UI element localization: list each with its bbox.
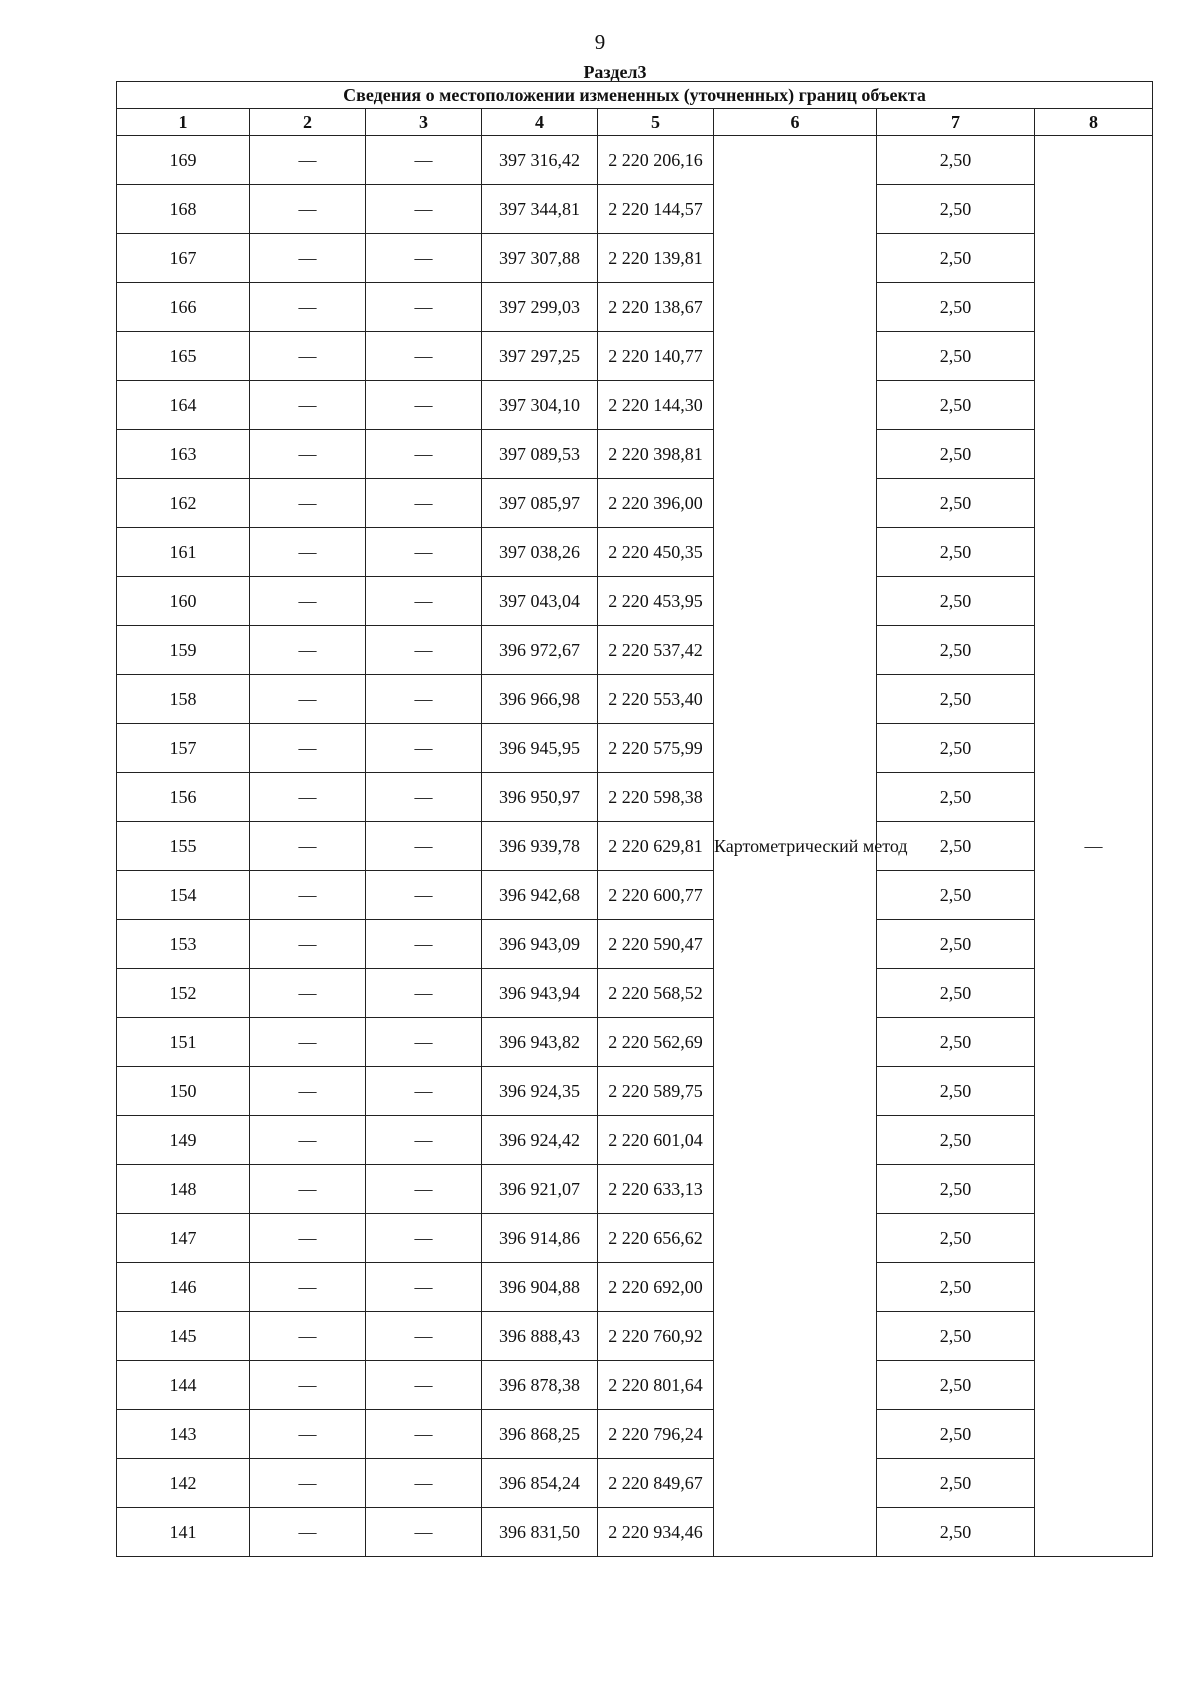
y-coordinate-cell: 2 220 139,81 xyxy=(598,234,714,283)
accuracy-cell: 2,50 xyxy=(877,675,1035,724)
column-3-cell: — xyxy=(366,234,482,283)
y-coordinate-cell: 2 220 600,77 xyxy=(598,871,714,920)
point-number-cell: 151 xyxy=(117,1018,250,1067)
y-coordinate-cell: 2 220 629,81 xyxy=(598,822,714,871)
point-number-cell: 160 xyxy=(117,577,250,626)
accuracy-cell: 2,50 xyxy=(877,136,1035,185)
table-row xyxy=(117,969,1153,1018)
x-coordinate-cell: 396 924,35 xyxy=(482,1067,598,1116)
accuracy-cell: 2,50 xyxy=(877,1018,1035,1067)
table-row xyxy=(117,234,1153,283)
column-2-cell: — xyxy=(250,626,366,675)
point-number-cell: 158 xyxy=(117,675,250,724)
x-coordinate-cell: 396 943,82 xyxy=(482,1018,598,1067)
point-number-cell: 145 xyxy=(117,1312,250,1361)
y-coordinate-cell: 2 220 601,04 xyxy=(598,1116,714,1165)
y-coordinate-cell: 2 220 144,30 xyxy=(598,381,714,430)
y-coordinate-cell: 2 220 553,40 xyxy=(598,675,714,724)
accuracy-cell: 2,50 xyxy=(877,773,1035,822)
y-coordinate-cell: 2 220 144,57 xyxy=(598,185,714,234)
table-row xyxy=(117,724,1153,773)
x-coordinate-cell: 396 831,50 xyxy=(482,1508,598,1557)
column-3-cell: — xyxy=(366,969,482,1018)
y-coordinate-cell: 2 220 934,46 xyxy=(598,1508,714,1557)
table-row xyxy=(117,871,1153,920)
point-number-cell: 168 xyxy=(117,185,250,234)
y-coordinate-cell: 2 220 633,13 xyxy=(598,1165,714,1214)
x-coordinate-cell: 396 943,09 xyxy=(482,920,598,969)
accuracy-cell: 2,50 xyxy=(877,1508,1035,1557)
column-3-cell: — xyxy=(366,1018,482,1067)
column-8-cell: — xyxy=(1035,136,1153,1557)
column-2-cell: — xyxy=(250,822,366,871)
column-3-cell: — xyxy=(366,724,482,773)
table-row xyxy=(117,185,1153,234)
table-row xyxy=(117,920,1153,969)
table-row xyxy=(117,1508,1153,1557)
x-coordinate-cell: 396 888,43 xyxy=(482,1312,598,1361)
section-title: Раздел3 xyxy=(583,62,647,82)
column-2-cell: — xyxy=(250,332,366,381)
page-number: 9 xyxy=(594,30,606,54)
table-row xyxy=(117,1214,1153,1263)
x-coordinate-cell: 396 943,94 xyxy=(482,969,598,1018)
x-coordinate-cell: 397 307,88 xyxy=(482,234,598,283)
table-row xyxy=(117,1410,1153,1459)
y-coordinate-cell: 2 220 138,67 xyxy=(598,283,714,332)
point-number-cell: 150 xyxy=(117,1067,250,1116)
accuracy-cell: 2,50 xyxy=(877,430,1035,479)
column-2-cell: — xyxy=(250,675,366,724)
column-3-cell: — xyxy=(366,332,482,381)
x-coordinate-cell: 396 904,88 xyxy=(482,1263,598,1312)
column-3-cell: — xyxy=(366,675,482,724)
accuracy-cell: 2,50 xyxy=(877,1214,1035,1263)
x-coordinate-cell: 396 972,67 xyxy=(482,626,598,675)
table-row xyxy=(117,822,1153,871)
x-coordinate-cell: 396 914,86 xyxy=(482,1214,598,1263)
x-coordinate-cell: 397 304,10 xyxy=(482,381,598,430)
table-row xyxy=(117,479,1153,528)
column-number: 2 xyxy=(250,109,366,136)
column-2-cell: — xyxy=(250,1459,366,1508)
column-3-cell: — xyxy=(366,626,482,675)
column-number: 8 xyxy=(1035,109,1153,136)
column-3-cell: — xyxy=(366,1116,482,1165)
point-number-cell: 163 xyxy=(117,430,250,479)
column-3-cell: — xyxy=(366,1263,482,1312)
accuracy-cell: 2,50 xyxy=(877,528,1035,577)
accuracy-cell: 2,50 xyxy=(877,626,1035,675)
y-coordinate-cell: 2 220 396,00 xyxy=(598,479,714,528)
x-coordinate-cell: 396 942,68 xyxy=(482,871,598,920)
y-coordinate-cell: 2 220 796,24 xyxy=(598,1410,714,1459)
y-coordinate-cell: 2 220 562,69 xyxy=(598,1018,714,1067)
x-coordinate-cell: 396 945,95 xyxy=(482,724,598,773)
column-3-cell: — xyxy=(366,773,482,822)
column-2-cell: — xyxy=(250,1263,366,1312)
column-3-cell: — xyxy=(366,1067,482,1116)
column-number: 1 xyxy=(117,109,250,136)
x-coordinate-cell: 396 966,98 xyxy=(482,675,598,724)
column-number-row xyxy=(117,109,1153,136)
x-coordinate-cell: 397 344,81 xyxy=(482,185,598,234)
column-2-cell: — xyxy=(250,1508,366,1557)
column-3-cell: — xyxy=(366,577,482,626)
column-3-cell: — xyxy=(366,1410,482,1459)
accuracy-cell: 2,50 xyxy=(877,577,1035,626)
accuracy-cell: 2,50 xyxy=(877,332,1035,381)
column-3-cell: — xyxy=(366,283,482,332)
y-coordinate-cell: 2 220 140,77 xyxy=(598,332,714,381)
accuracy-cell: 2,50 xyxy=(877,185,1035,234)
point-number-cell: 143 xyxy=(117,1410,250,1459)
accuracy-cell: 2,50 xyxy=(877,871,1035,920)
column-2-cell: — xyxy=(250,1410,366,1459)
point-number-cell: 155 xyxy=(117,822,250,871)
column-2-cell: — xyxy=(250,1165,366,1214)
x-coordinate-cell: 397 316,42 xyxy=(482,136,598,185)
point-number-cell: 164 xyxy=(117,381,250,430)
table-row xyxy=(117,626,1153,675)
accuracy-cell: 2,50 xyxy=(877,724,1035,773)
table-row xyxy=(117,283,1153,332)
accuracy-cell: 2,50 xyxy=(877,479,1035,528)
column-number: 7 xyxy=(877,109,1035,136)
column-number: 4 xyxy=(482,109,598,136)
x-coordinate-cell: 396 921,07 xyxy=(482,1165,598,1214)
column-3-cell: — xyxy=(366,1165,482,1214)
y-coordinate-cell: 2 220 590,47 xyxy=(598,920,714,969)
x-coordinate-cell: 396 854,24 xyxy=(482,1459,598,1508)
column-number: 6 xyxy=(714,109,877,136)
column-3-cell: — xyxy=(366,479,482,528)
column-2-cell: — xyxy=(250,430,366,479)
accuracy-cell: 2,50 xyxy=(877,1165,1035,1214)
table-row xyxy=(117,1459,1153,1508)
table-row xyxy=(117,136,1153,185)
point-number-cell: 144 xyxy=(117,1361,250,1410)
table-row xyxy=(117,577,1153,626)
column-3-cell: — xyxy=(366,136,482,185)
table-row xyxy=(117,773,1153,822)
column-3-cell: — xyxy=(366,1214,482,1263)
point-number-cell: 142 xyxy=(117,1459,250,1508)
accuracy-cell: 2,50 xyxy=(877,1361,1035,1410)
point-number-cell: 162 xyxy=(117,479,250,528)
x-coordinate-cell: 396 924,42 xyxy=(482,1116,598,1165)
table-row xyxy=(117,675,1153,724)
table-row xyxy=(117,1165,1153,1214)
column-2-cell: — xyxy=(250,528,366,577)
column-3-cell: — xyxy=(366,1459,482,1508)
point-number-cell: 148 xyxy=(117,1165,250,1214)
point-number-cell: 146 xyxy=(117,1263,250,1312)
column-2-cell: — xyxy=(250,577,366,626)
table-row xyxy=(117,1018,1153,1067)
column-3-cell: — xyxy=(366,381,482,430)
table-body xyxy=(117,136,1153,1557)
accuracy-cell: 2,50 xyxy=(877,822,1035,871)
column-2-cell: — xyxy=(250,969,366,1018)
y-coordinate-cell: 2 220 568,52 xyxy=(598,969,714,1018)
column-3-cell: — xyxy=(366,871,482,920)
point-number-cell: 157 xyxy=(117,724,250,773)
column-number: 3 xyxy=(366,109,482,136)
y-coordinate-cell: 2 220 453,95 xyxy=(598,577,714,626)
point-number-cell: 147 xyxy=(117,1214,250,1263)
x-coordinate-cell: 396 950,97 xyxy=(482,773,598,822)
column-3-cell: — xyxy=(366,1361,482,1410)
x-coordinate-cell: 397 297,25 xyxy=(482,332,598,381)
y-coordinate-cell: 2 220 206,16 xyxy=(598,136,714,185)
column-2-cell: — xyxy=(250,1067,366,1116)
x-coordinate-cell: 397 043,04 xyxy=(482,577,598,626)
column-3-cell: — xyxy=(366,1508,482,1557)
column-2-cell: — xyxy=(250,479,366,528)
x-coordinate-cell: 396 878,38 xyxy=(482,1361,598,1410)
point-number-cell: 156 xyxy=(117,773,250,822)
accuracy-cell: 2,50 xyxy=(877,1067,1035,1116)
column-3-cell: — xyxy=(366,920,482,969)
table-row xyxy=(117,1116,1153,1165)
y-coordinate-cell: 2 220 849,67 xyxy=(598,1459,714,1508)
table-row xyxy=(117,1312,1153,1361)
point-number-cell: 165 xyxy=(117,332,250,381)
column-2-cell: — xyxy=(250,1312,366,1361)
table-caption: Сведения о местоположении измененных (уточненных) границ объекта xyxy=(117,82,1153,109)
y-coordinate-cell: 2 220 656,62 xyxy=(598,1214,714,1263)
point-number-cell: 141 xyxy=(117,1508,250,1557)
y-coordinate-cell: 2 220 450,35 xyxy=(598,528,714,577)
y-coordinate-cell: 2 220 801,64 xyxy=(598,1361,714,1410)
column-2-cell: — xyxy=(250,724,366,773)
x-coordinate-cell: 396 939,78 xyxy=(482,822,598,871)
column-2-cell: — xyxy=(250,185,366,234)
column-2-cell: — xyxy=(250,234,366,283)
y-coordinate-cell: 2 220 398,81 xyxy=(598,430,714,479)
point-number-cell: 161 xyxy=(117,528,250,577)
accuracy-cell: 2,50 xyxy=(877,1312,1035,1361)
column-2-cell: — xyxy=(250,136,366,185)
x-coordinate-cell: 397 085,97 xyxy=(482,479,598,528)
y-coordinate-cell: 2 220 537,42 xyxy=(598,626,714,675)
x-coordinate-cell: 397 299,03 xyxy=(482,283,598,332)
accuracy-cell: 2,50 xyxy=(877,381,1035,430)
accuracy-cell: 2,50 xyxy=(877,1116,1035,1165)
y-coordinate-cell: 2 220 598,38 xyxy=(598,773,714,822)
column-3-cell: — xyxy=(366,1312,482,1361)
point-number-cell: 166 xyxy=(117,283,250,332)
x-coordinate-cell: 397 038,26 xyxy=(482,528,598,577)
column-3-cell: — xyxy=(366,822,482,871)
column-number: 5 xyxy=(598,109,714,136)
point-number-cell: 153 xyxy=(117,920,250,969)
y-coordinate-cell: 2 220 692,00 xyxy=(598,1263,714,1312)
table-row xyxy=(117,381,1153,430)
y-coordinate-cell: 2 220 575,99 xyxy=(598,724,714,773)
column-2-cell: — xyxy=(250,1361,366,1410)
table-row xyxy=(117,430,1153,479)
method-cell: Картометрический метод xyxy=(714,136,877,1557)
accuracy-cell: 2,50 xyxy=(877,920,1035,969)
table-row xyxy=(117,528,1153,577)
column-3-cell: — xyxy=(366,185,482,234)
y-coordinate-cell: 2 220 589,75 xyxy=(598,1067,714,1116)
accuracy-cell: 2,50 xyxy=(877,234,1035,283)
point-number-cell: 167 xyxy=(117,234,250,283)
accuracy-cell: 2,50 xyxy=(877,1459,1035,1508)
column-2-cell: — xyxy=(250,920,366,969)
point-number-cell: 169 xyxy=(117,136,250,185)
column-2-cell: — xyxy=(250,1116,366,1165)
boundary-coordinates-table xyxy=(116,81,1153,1557)
column-2-cell: — xyxy=(250,871,366,920)
accuracy-cell: 2,50 xyxy=(877,283,1035,332)
table-row xyxy=(117,1067,1153,1116)
point-number-cell: 152 xyxy=(117,969,250,1018)
accuracy-cell: 2,50 xyxy=(877,969,1035,1018)
column-2-cell: — xyxy=(250,1214,366,1263)
column-2-cell: — xyxy=(250,283,366,332)
column-2-cell: — xyxy=(250,1018,366,1067)
y-coordinate-cell: 2 220 760,92 xyxy=(598,1312,714,1361)
point-number-cell: 159 xyxy=(117,626,250,675)
point-number-cell: 149 xyxy=(117,1116,250,1165)
accuracy-cell: 2,50 xyxy=(877,1263,1035,1312)
accuracy-cell: 2,50 xyxy=(877,1410,1035,1459)
column-3-cell: — xyxy=(366,430,482,479)
table-row xyxy=(117,1263,1153,1312)
x-coordinate-cell: 397 089,53 xyxy=(482,430,598,479)
column-2-cell: — xyxy=(250,381,366,430)
column-2-cell: — xyxy=(250,773,366,822)
table-row xyxy=(117,332,1153,381)
point-number-cell: 154 xyxy=(117,871,250,920)
x-coordinate-cell: 396 868,25 xyxy=(482,1410,598,1459)
table-row xyxy=(117,1361,1153,1410)
column-3-cell: — xyxy=(366,528,482,577)
